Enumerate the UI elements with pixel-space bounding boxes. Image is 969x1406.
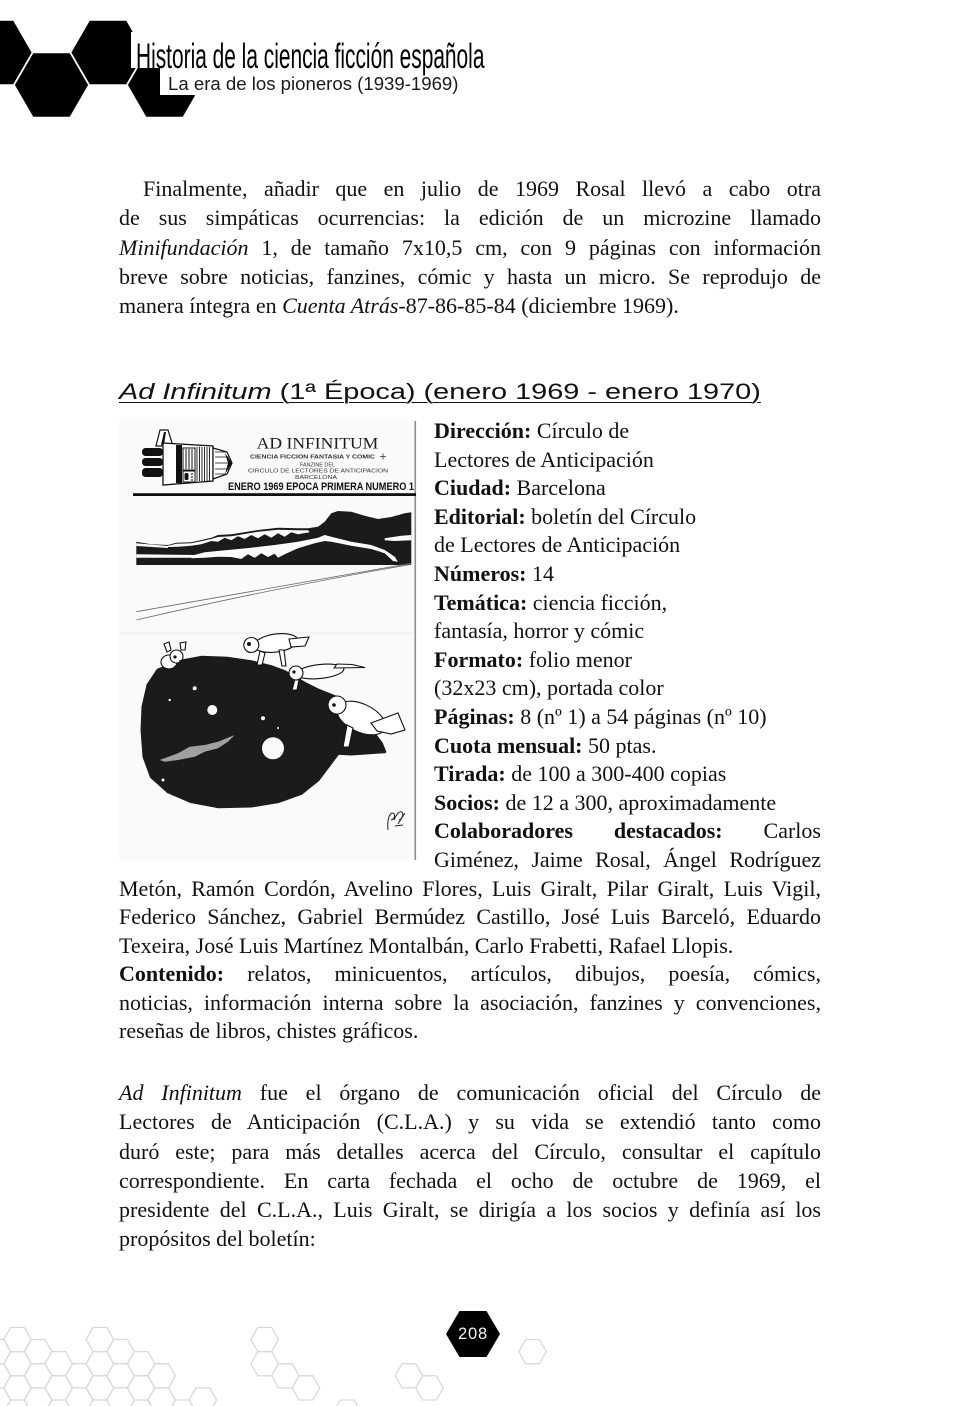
text-line [119,233,821,262]
running-header [136,36,720,76]
field-value: de 100 a 300-400 copias [511,761,727,787]
field-value: Carlos [763,818,821,844]
masthead-publisher-line1: FANZINE DEL [300,462,335,469]
text-line [119,203,821,232]
publication-title: Minifundación [119,234,249,260]
field-tematica [434,589,821,618]
text-segment: Finalmente, añadir que en julio de 1969 Rosal llevó a cabo otra [143,176,821,201]
field-value: relatos, minicuentos, artículos, dibujos, poesía, cómics, [247,961,821,987]
masthead-publisher-line2: CIRCULO DE LECTORES DE ANTICIPACION [248,468,389,475]
field-colaboradores-continued [119,875,821,904]
field-value: Texeira, José Luis Martínez Montalbán, Carlo Frabetti, Rafael Llopis. [119,932,734,958]
book-title: Historia de la ciencia ficción española [136,36,485,76]
field-formato [434,646,821,675]
text-line [119,174,821,203]
field-value: (32x23 cm), portada color [434,675,664,701]
field-editorial [434,503,821,532]
text-segment: fue el órgano de comunicación oficial del Círculo de [241,1080,821,1105]
field-value: Barcelona [516,475,606,501]
text-segment: presidente del C.L.A., Luis Giralt, se dirigía a los socios y definía así los [119,1197,821,1223]
field-label: Números: [434,560,527,586]
field-value: Federico Sánchez, Gabriel Bermúdez Castillo, José Luis Barceló, Eduardo [119,904,821,930]
field-label: Páginas: [434,703,515,729]
text-segment: 1, de tamaño 7x10,5 cm, con 9 páginas con información [248,234,821,260]
field-ciudad [434,474,821,503]
field-label: Formato: [434,646,524,672]
field-colaboradores [434,817,821,846]
field-cuota [434,732,821,761]
masthead-city: BARCELONA [295,475,338,481]
field-contenido-continued [119,1017,821,1046]
field-value: fantasía, horror y cómic [434,618,645,644]
field-tematica-continued [434,617,821,646]
field-value: Metón, Ramón Cordón, Avelino Flores, Luis Giralt, Pilar Giralt, Luis Vigil, [119,875,821,901]
fanzine-name: Ad Infinitum [119,378,272,404]
field-contenido [119,960,821,989]
field-socios [434,789,821,818]
field-label: Socios: [434,789,500,815]
text-line [119,1166,821,1195]
heading-dates: (1ª Época) (enero 1969 - enero 1970) [271,378,761,404]
field-numeros [434,560,821,589]
text-segment: de sus simpáticas ocurrencias: la edición de un microzine llamado [119,205,821,231]
field-colaboradores-continued [119,932,821,961]
book-subtitle: La era de los pioneros (1939-1969) [168,73,459,94]
field-value: reseñas de libros, chistes gráficos. [119,1018,419,1044]
text-line [119,262,821,291]
field-label: Colaboradores destacados: [434,818,723,844]
field-direccion [434,417,821,446]
text-line [119,1107,821,1136]
field-value: Círculo de [536,418,630,443]
field-value: noticias, información interna sobre la asociación, fanzines y convenciones, [119,989,821,1015]
field-colaboradores-continued [434,846,821,875]
field-colaboradores-continued [119,903,821,932]
text-segment: correspondiente. En carta fechada el ocho de octubre de 1969, el [119,1167,821,1193]
field-paginas [434,703,821,732]
masthead-tagline: CIENCIA FICCION FANTASIA Y COMIC [250,454,376,461]
field-value: folio menor [528,646,632,672]
field-value: de 12 a 300, aproximadamente [505,789,777,815]
field-contenido-continued [119,989,821,1018]
field-value: 50 ptas. [588,732,657,758]
text-segment: -87-86-85-84 (diciembre 1969). [398,293,679,319]
field-label: Tirada: [434,761,506,787]
fanzine-data-sheet [119,417,821,1046]
field-editorial-continued [434,531,821,560]
field-label: Temática: [434,589,528,615]
text-segment: Lectores de Anticipación (C.L.A.) y su vida se extendió tanto como [119,1109,821,1135]
text-line [119,1195,821,1224]
masthead-title: AD INFINITUM [256,435,379,453]
text-line [119,1224,821,1253]
intro-paragraph [119,174,821,320]
field-value: 14 [531,560,554,586]
field-label: Contenido: [119,961,225,987]
publication-title: Ad Infinitum [119,1080,242,1105]
field-value: Giménez, Jaime Rosal, Ángel Rodríguez [434,846,821,872]
section-heading-text [119,379,761,405]
field-direccion-continued [434,446,821,475]
masthead-issue-line: ENERO 1969 EPOCA PRIMERA NUMERO 1 [228,481,414,493]
closing-paragraph [119,1078,821,1254]
text-segment: propósitos del boletín: [119,1226,316,1252]
field-value: Lectores de Anticipación [434,446,654,472]
field-value: ciencia ficción, [532,589,668,615]
text-line [119,1137,821,1166]
field-label: Ciudad: [434,475,512,501]
text-segment: duró este; para más detalles acerca del Círculo, consultar el capítulo [119,1138,821,1164]
field-formato-continued [434,674,821,703]
publication-title: Cuenta Atrás [282,293,399,319]
field-label: Editorial: [434,503,526,529]
field-value: de Lectores de Anticipación [434,532,681,558]
section-heading [119,378,761,405]
text-line [119,291,821,320]
field-label: Cuota mensual: [434,732,583,758]
field-label: Dirección: [434,418,532,443]
text-segment: manera íntegra en [119,293,283,319]
text-segment: breve sobre noticias, fanzines, cómic y hasta un micro. Se reprodujo de [119,263,821,289]
field-value: 8 (nº 1) a 54 páginas (nº 10) [520,703,767,729]
field-value: boletín del Círculo [531,503,697,529]
text-line [119,1078,821,1107]
field-tirada [434,760,821,789]
page-number: 208 [458,1324,488,1343]
